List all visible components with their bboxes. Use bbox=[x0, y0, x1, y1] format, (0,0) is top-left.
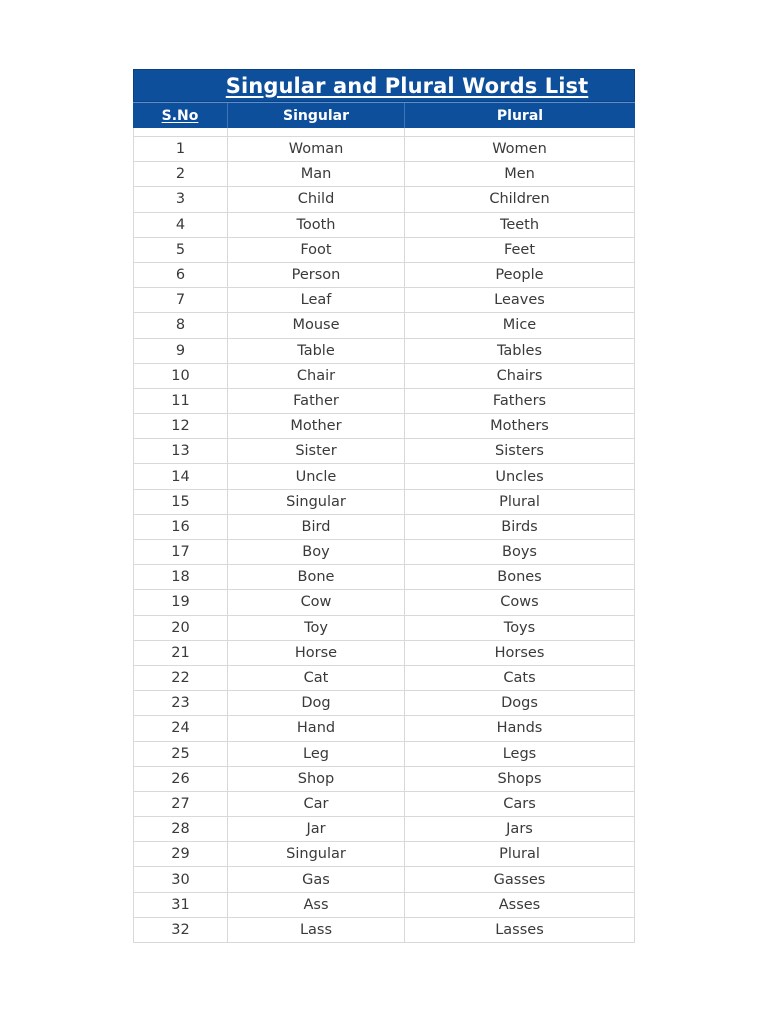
table-row bbox=[133, 313, 635, 338]
cell-plural: Plural bbox=[499, 493, 540, 510]
cell-sno: 11 bbox=[134, 389, 228, 413]
cell-sno: 24 bbox=[134, 716, 228, 740]
cell-singular: Boy bbox=[228, 540, 405, 564]
cell-sno: 14 bbox=[134, 464, 228, 488]
cell-plural: Uncles bbox=[495, 468, 544, 485]
cell-singular: Mouse bbox=[228, 313, 405, 337]
cell-sno: 23 bbox=[134, 691, 228, 715]
cell-plural: Men bbox=[504, 166, 535, 183]
cell-singular: Table bbox=[228, 339, 405, 363]
cell-plural: Mothers bbox=[490, 418, 549, 435]
cell-singular: Foot bbox=[228, 238, 405, 262]
cell-plural: Asses bbox=[498, 896, 541, 913]
cell-plural: Fathers bbox=[492, 392, 547, 409]
page-title: Singular and Plural Words List bbox=[225, 73, 589, 98]
cell-sno: 17 bbox=[134, 540, 228, 564]
cell-sno: 2 bbox=[134, 162, 228, 186]
cell-sno: 15 bbox=[134, 490, 228, 514]
cell-sno: 6 bbox=[134, 263, 228, 287]
cell-sno: 29 bbox=[134, 842, 228, 866]
table-row bbox=[133, 137, 635, 162]
cell-singular: Bone bbox=[228, 565, 405, 589]
table-row bbox=[133, 590, 635, 615]
cell-singular: Cat bbox=[228, 666, 405, 690]
cell-plural: Tables bbox=[496, 342, 543, 359]
cell-singular: Man bbox=[228, 162, 405, 186]
cell-sno: 21 bbox=[134, 641, 228, 665]
cell-plural: Boys bbox=[502, 544, 537, 561]
cell-plural: Gasses bbox=[493, 871, 546, 888]
spacer-cell bbox=[405, 128, 634, 136]
cell-singular: Person bbox=[228, 263, 405, 287]
cell-plural: Bones bbox=[497, 569, 542, 586]
table-row bbox=[133, 389, 635, 414]
table-row bbox=[133, 187, 635, 212]
table-row bbox=[133, 540, 635, 565]
cell-singular: Horse bbox=[228, 641, 405, 665]
cell-plural: Feet bbox=[503, 241, 536, 258]
cell-sno: 16 bbox=[134, 515, 228, 539]
cell-singular: Shop bbox=[228, 767, 405, 791]
cell-sno: 27 bbox=[134, 792, 228, 816]
cell-sno: 19 bbox=[134, 590, 228, 614]
table-row bbox=[133, 162, 635, 187]
cell-singular: Child bbox=[228, 187, 405, 211]
table-row bbox=[133, 616, 635, 641]
cell-sno: 10 bbox=[134, 364, 228, 388]
cell-plural: Women bbox=[492, 141, 547, 158]
cell-plural: Teeth bbox=[499, 216, 540, 233]
cell-singular: Tooth bbox=[228, 213, 405, 237]
header-sno-label: S.No bbox=[161, 107, 199, 124]
table-row bbox=[133, 565, 635, 590]
table-row bbox=[133, 666, 635, 691]
table-row bbox=[133, 238, 635, 263]
table-row bbox=[133, 918, 635, 943]
cell-singular: Car bbox=[228, 792, 405, 816]
cell-sno: 32 bbox=[134, 918, 228, 942]
table-row bbox=[133, 817, 635, 842]
table-row bbox=[133, 716, 635, 741]
cell-sno: 25 bbox=[134, 742, 228, 766]
table-row bbox=[133, 742, 635, 767]
cell-singular: Jar bbox=[228, 817, 405, 841]
cell-singular: Uncle bbox=[228, 464, 405, 488]
table-row bbox=[133, 213, 635, 238]
cell-singular: Woman bbox=[228, 137, 405, 161]
word-table bbox=[133, 69, 635, 943]
table-row bbox=[133, 641, 635, 666]
cell-singular: Ass bbox=[228, 893, 405, 917]
cell-sno: 9 bbox=[134, 339, 228, 363]
title-bar bbox=[133, 69, 635, 102]
header-sno bbox=[133, 103, 228, 128]
spacer-cell bbox=[228, 128, 405, 136]
cell-plural: Legs bbox=[502, 745, 537, 762]
cell-plural: Dogs bbox=[501, 695, 538, 712]
table-row bbox=[133, 515, 635, 540]
cell-sno: 31 bbox=[134, 893, 228, 917]
cell-singular: Father bbox=[228, 389, 405, 413]
table-row bbox=[133, 464, 635, 489]
cell-singular: Cow bbox=[228, 590, 405, 614]
table-row bbox=[133, 767, 635, 792]
cell-plural: Toys bbox=[503, 619, 536, 636]
table-body bbox=[133, 137, 635, 943]
cell-plural: People bbox=[495, 267, 544, 284]
cell-sno: 5 bbox=[134, 238, 228, 262]
cell-plural: Leaves bbox=[494, 292, 545, 309]
cell-singular: Hand bbox=[228, 716, 405, 740]
cell-sno: 13 bbox=[134, 439, 228, 463]
header-plural: Plural bbox=[496, 107, 544, 124]
table-row bbox=[133, 288, 635, 313]
cell-plural: Mice bbox=[502, 317, 537, 334]
cell-singular: Bird bbox=[228, 515, 405, 539]
cell-plural: Sisters bbox=[495, 443, 544, 460]
table-row bbox=[133, 842, 635, 867]
cell-sno: 30 bbox=[134, 867, 228, 891]
cell-singular: Chair bbox=[228, 364, 405, 388]
cell-sno: 18 bbox=[134, 565, 228, 589]
cell-plural: Children bbox=[489, 191, 550, 208]
spacer-row bbox=[133, 128, 635, 137]
cell-sno: 1 bbox=[134, 137, 228, 161]
cell-sno: 3 bbox=[134, 187, 228, 211]
cell-plural: Plural bbox=[499, 846, 540, 863]
cell-sno: 7 bbox=[134, 288, 228, 312]
cell-singular: Toy bbox=[228, 616, 405, 640]
table-row bbox=[133, 691, 635, 716]
table-row bbox=[133, 414, 635, 439]
cell-plural: Hands bbox=[496, 720, 543, 737]
header-singular: Singular bbox=[228, 103, 405, 128]
cell-sno: 4 bbox=[134, 213, 228, 237]
cell-singular: Leaf bbox=[228, 288, 405, 312]
cell-singular: Mother bbox=[228, 414, 405, 438]
table-row bbox=[133, 364, 635, 389]
cell-singular: Leg bbox=[228, 742, 405, 766]
table-row bbox=[133, 792, 635, 817]
cell-sno: 22 bbox=[134, 666, 228, 690]
cell-sno: 26 bbox=[134, 767, 228, 791]
cell-plural: Lasses bbox=[495, 921, 544, 938]
cell-plural: Jars bbox=[506, 821, 533, 838]
cell-singular: Singular bbox=[228, 490, 405, 514]
cell-sno: 28 bbox=[134, 817, 228, 841]
cell-singular: Dog bbox=[228, 691, 405, 715]
cell-sno: 20 bbox=[134, 616, 228, 640]
cell-sno: 8 bbox=[134, 313, 228, 337]
table-row bbox=[133, 339, 635, 364]
cell-plural: Shops bbox=[497, 770, 542, 787]
cell-plural: Cars bbox=[503, 795, 536, 812]
table-row bbox=[133, 893, 635, 918]
cell-singular: Singular bbox=[228, 842, 405, 866]
spacer-cell bbox=[134, 128, 228, 136]
cell-plural: Cats bbox=[503, 670, 536, 687]
header-row bbox=[133, 102, 635, 128]
cell-plural: Chairs bbox=[496, 367, 543, 384]
table-row bbox=[133, 439, 635, 464]
table-row bbox=[133, 490, 635, 515]
cell-plural: Horses bbox=[494, 644, 545, 661]
table-row bbox=[133, 263, 635, 288]
cell-singular: Lass bbox=[228, 918, 405, 942]
cell-singular: Gas bbox=[228, 867, 405, 891]
cell-plural: Cows bbox=[500, 594, 539, 611]
cell-singular: Sister bbox=[228, 439, 405, 463]
table-row bbox=[133, 867, 635, 892]
cell-sno: 12 bbox=[134, 414, 228, 438]
cell-plural: Birds bbox=[501, 518, 538, 535]
